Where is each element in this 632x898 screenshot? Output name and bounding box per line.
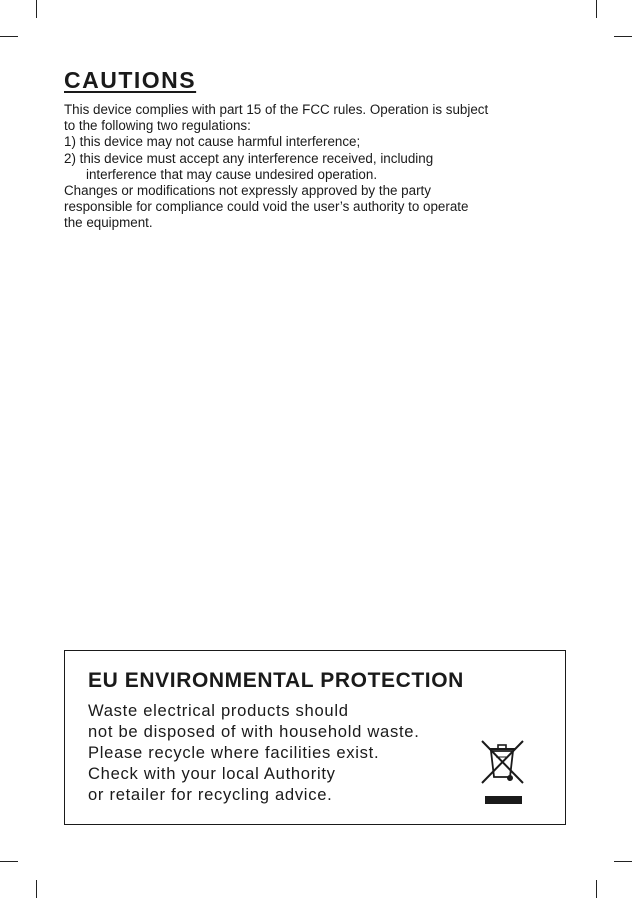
fcc-line: responsible for compliance could void the user’s authority to operate [64,199,469,215]
fcc-condition-2-cont: interference that may cause undesired operation. [86,166,378,182]
fcc-line: This device complies with part 15 of the FCC rules. Operation is subject [64,102,489,117]
cautions-title: CAUTIONS [64,67,197,93]
fcc-condition-1: 1) this device may not cause harmful interference; [64,134,361,150]
fcc-statement [64,102,574,232]
crop-mark-bottom-right [596,880,597,898]
crop-mark-top-right-h [614,36,632,37]
eu-protection-box [64,650,566,825]
fcc-line: the equipment. [64,215,153,231]
crop-mark-bottom-left [36,880,37,898]
weee-crossed-out-bin-icon [479,737,527,807]
fcc-line: to the following two regulations: [64,118,251,134]
fcc-line: Changes or modifications not expressly approved by the party [64,183,431,199]
eu-line: or retailer for recycling advice. [88,785,333,804]
eu-protection-title: EU ENVIRONMENTAL PROTECTION [88,669,464,692]
crop-mark-top-left-h [0,36,18,37]
eu-line: Waste electrical products should [88,701,349,720]
eu-line: not be disposed of with household waste. [88,722,420,741]
eu-line: Please recycle where facilities exist. [88,743,380,762]
eu-line: Check with your local Authority [88,764,336,783]
eu-protection-text [88,700,420,805]
crop-mark-bottom-right-h [614,861,632,862]
fcc-condition-2: 2) this device must accept any interference received, including [64,150,434,166]
crop-mark-top-right [596,0,597,18]
crop-mark-bottom-left-h [0,861,18,862]
crop-mark-top-left [36,0,37,18]
